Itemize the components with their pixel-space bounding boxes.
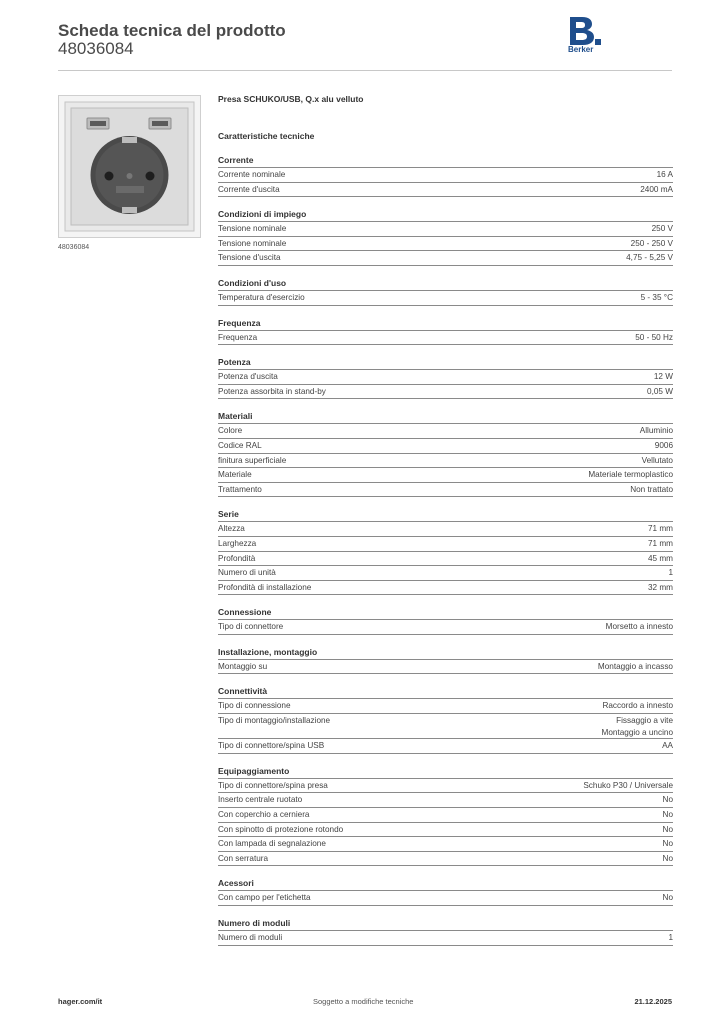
section-title: Condizioni di impiego — [218, 208, 673, 222]
spec-row — [218, 566, 673, 581]
spec-label: Numero di unità — [218, 568, 276, 578]
spec-value: 45 mm — [647, 553, 673, 563]
spec-label: Profondità — [218, 553, 256, 563]
spec-label: Potenza d'uscita — [218, 372, 278, 382]
spec-label: Potenza assorbita in stand-by — [218, 386, 326, 396]
page-title: Scheda tecnica del prodotto — [58, 21, 286, 40]
spec-label: Con coperchio a cerniera — [218, 810, 310, 820]
spec-value: 71 mm — [647, 524, 673, 534]
spec-label: Larghezza — [218, 538, 257, 548]
spec-label: Frequenza — [218, 332, 258, 342]
spec-row — [218, 370, 673, 385]
spec-row — [218, 439, 673, 454]
spec-section — [218, 877, 673, 906]
spec-label: finitura superficiale — [218, 455, 287, 465]
spec-value: 4,75 - 5,25 V — [626, 253, 673, 263]
spec-row — [218, 793, 673, 808]
page-header — [58, 20, 672, 71]
section-title: Equipaggiamento — [218, 765, 673, 779]
spec-label: Profondità di installazione — [218, 582, 312, 592]
spec-value: AA — [662, 741, 673, 751]
product-name: Presa SCHUKO/USB, Q.x alu velluto — [218, 94, 364, 104]
spec-row — [218, 714, 673, 739]
spec-value: 5 - 35 °C — [640, 292, 673, 302]
spec-section — [218, 508, 673, 595]
spec-row — [218, 852, 673, 867]
spec-label: Materiale — [218, 470, 252, 480]
berker-logo-icon — [568, 17, 602, 45]
spec-value: Non trattato — [630, 484, 673, 494]
spec-label: Con lampada di segnalazione — [218, 839, 326, 849]
section-title: Installazione, montaggio — [218, 646, 673, 660]
spec-label: Tipo di connettore/spina presa — [218, 780, 328, 790]
spec-label: Tipo di connessione — [218, 701, 291, 711]
spec-row — [218, 931, 673, 946]
spec-value: No — [662, 839, 673, 849]
spec-value: Alluminio — [639, 426, 673, 436]
spec-section — [218, 277, 673, 306]
spec-row — [218, 581, 673, 596]
section-title: Condizioni d'uso — [218, 277, 673, 291]
spec-row — [218, 183, 673, 198]
brand-name: Berker — [568, 45, 594, 54]
spec-section — [218, 154, 673, 197]
spec-value: 250 - 250 V — [630, 238, 673, 248]
spec-row — [218, 424, 673, 439]
spec-label: Tensione nominale — [218, 224, 287, 234]
spec-value: No — [662, 853, 673, 863]
spec-value: Morsetto a innesto — [605, 622, 673, 632]
spec-value: No — [662, 810, 673, 820]
footer-note: Soggetto a modifiche tecniche — [313, 997, 414, 1006]
spec-label: Numero di moduli — [218, 933, 283, 942]
image-caption: 48036084 — [58, 244, 90, 251]
spec-row — [218, 222, 673, 237]
spec-section — [218, 317, 673, 346]
spec-content — [218, 92, 673, 946]
spec-value: 50 - 50 Hz — [635, 332, 673, 342]
spec-row — [218, 537, 673, 552]
spec-label: Colore — [218, 426, 243, 436]
spec-row — [218, 237, 673, 252]
spec-row — [218, 168, 673, 183]
product-code: 48036084 — [58, 39, 134, 58]
spec-label: Altezza — [218, 524, 245, 534]
section-title: Frequenza — [218, 317, 673, 331]
spec-value: 2400 mA — [640, 184, 673, 194]
section-title: Corrente — [218, 154, 673, 168]
spec-value: Montaggio a incasso — [597, 661, 673, 671]
spec-label: Con spinotto di protezione rotondo — [218, 824, 344, 834]
spec-value: Vellutato — [641, 455, 673, 465]
spec-row — [218, 620, 673, 635]
section-title: Serie — [218, 508, 673, 522]
spec-label: Con campo per l'etichetta — [218, 893, 311, 903]
section-title: Materiali — [218, 410, 673, 424]
spec-label: Tipo di connettore — [218, 622, 284, 632]
spec-section — [218, 410, 673, 497]
spec-row — [218, 331, 673, 346]
spec-label: Temperatura d'esercizio — [218, 292, 305, 302]
section-title: Connettività — [218, 685, 673, 699]
spec-value: No — [662, 824, 673, 834]
section-title: Numero di moduli — [218, 917, 673, 931]
berker-logo — [568, 17, 602, 59]
spec-row — [218, 823, 673, 838]
spec-row — [218, 837, 673, 852]
spec-section — [218, 606, 673, 635]
spec-label: Tensione d'uscita — [218, 253, 281, 263]
spec-value: 32 mm — [647, 582, 673, 592]
spec-row — [218, 483, 673, 498]
spec-label: Montaggio su — [218, 661, 268, 671]
spec-row — [218, 291, 673, 306]
spec-value — [602, 714, 673, 738]
product-image — [58, 95, 201, 238]
spec-label: Trattamento — [218, 484, 262, 494]
footer-date: 21.12.2025 — [634, 997, 672, 1006]
spec-value-line: Montaggio a uncino — [601, 727, 673, 737]
spec-value: 250 V — [651, 224, 673, 234]
spec-row — [218, 385, 673, 400]
spec-value: 1 — [668, 933, 673, 942]
spec-value: Raccordo a innesto — [602, 701, 673, 711]
spec-value: Materiale termoplastico — [588, 470, 673, 480]
spec-row — [218, 891, 673, 906]
spec-value: 9006 — [654, 440, 673, 450]
spec-label: Tensione nominale — [218, 238, 287, 248]
spec-label: Codice RAL — [218, 440, 262, 450]
section-title: Acessori — [218, 877, 673, 891]
spec-section — [218, 208, 673, 266]
spec-value: 12 W — [653, 372, 673, 382]
technical-features-title: Caratteristiche tecniche — [218, 131, 315, 141]
spec-value: No — [662, 893, 673, 903]
spec-value: 1 — [668, 568, 673, 578]
spec-row — [218, 699, 673, 714]
spec-value: No — [662, 795, 673, 805]
spec-section — [218, 646, 673, 675]
spec-row — [218, 522, 673, 537]
section-title: Potenza — [218, 356, 673, 370]
spec-row — [218, 660, 673, 675]
spec-row — [218, 552, 673, 567]
spec-section — [218, 765, 673, 867]
spec-row — [218, 808, 673, 823]
spec-section — [218, 685, 673, 753]
spec-label: Corrente nominale — [218, 170, 286, 179]
spec-label: Tipo di montaggio/installazione — [218, 716, 331, 726]
spec-value: Schuko P30 / Universale — [583, 780, 673, 790]
spec-label: Con serratura — [218, 853, 269, 863]
spec-row — [218, 468, 673, 483]
spec-value: 0,05 W — [647, 386, 673, 396]
schuko-usb-socket-icon — [59, 96, 200, 237]
spec-row — [218, 251, 673, 266]
spec-value: 71 mm — [647, 538, 673, 548]
spec-sections — [218, 154, 673, 946]
spec-label: Inserto centrale ruotato — [218, 795, 303, 805]
spec-row — [218, 739, 673, 754]
spec-value: 16 A — [656, 170, 673, 179]
spec-row — [218, 779, 673, 794]
spec-section — [218, 356, 673, 399]
footer-website[interactable]: hager.com/it — [58, 997, 103, 1006]
spec-value-line: Fissaggio a vite — [616, 716, 673, 726]
spec-row — [218, 454, 673, 469]
spec-label: Tipo di connettore/spina USB — [218, 741, 325, 751]
spec-label: Corrente d'uscita — [218, 184, 280, 194]
spec-section — [218, 917, 673, 946]
section-title: Connessione — [218, 606, 673, 620]
